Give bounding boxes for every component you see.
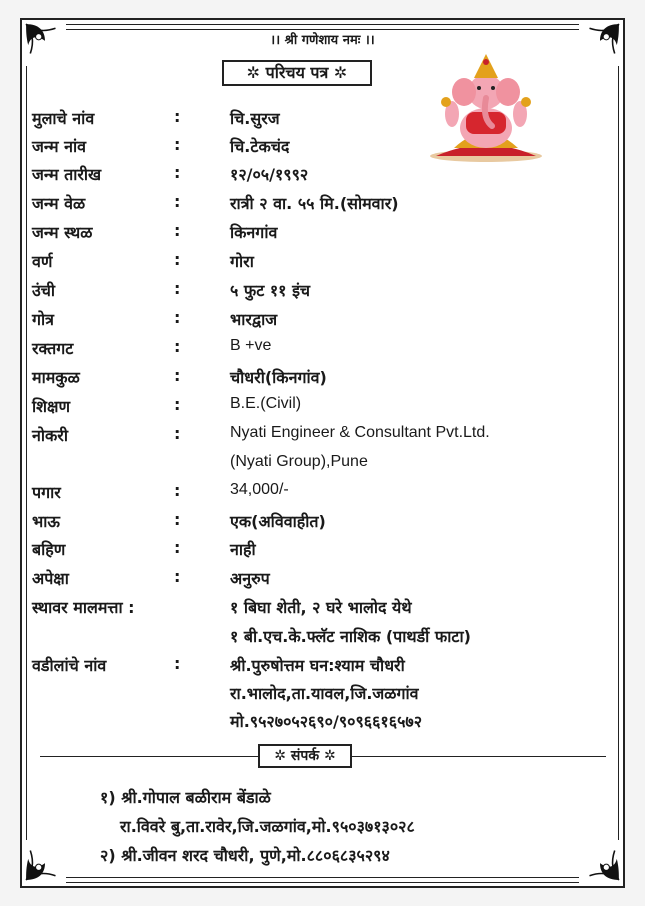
- detail-separator: :: [174, 481, 181, 500]
- page-title: ✲ परिचय पत्र ✲: [222, 60, 372, 86]
- detail-label: मुलाचे नांव: [32, 109, 95, 128]
- detail-separator: :: [174, 250, 181, 269]
- bottom-rule: [66, 882, 579, 883]
- detail-value: B +ve: [230, 337, 272, 354]
- detail-label: नोकरी: [32, 426, 69, 445]
- detail-value: Nyati Engineer & Consultant Pvt.Ltd.: [230, 424, 490, 441]
- detail-label: जन्म तारीख: [32, 165, 102, 184]
- invocation: ।। श्री गणेशाय नमः ।।: [270, 33, 375, 48]
- detail-value: किनगांव: [230, 223, 278, 242]
- detail-separator: :: [174, 567, 181, 586]
- detail-separator: :: [174, 510, 181, 529]
- ganesha-icon: [426, 48, 546, 164]
- detail-separator: :: [174, 337, 181, 356]
- detail-value: मो.९५२७०५२६९०/९०९६६१६५७२: [230, 712, 423, 731]
- contact-line: रा.विवरे बु,ता.रावेर,जि.जळगांव,मो.९५०३७१३०२८: [120, 817, 415, 836]
- detail-value: चौधरी(किनगांव): [230, 368, 327, 387]
- detail-label: शिक्षण: [32, 397, 71, 416]
- detail-label: पगार: [32, 483, 61, 502]
- detail-label: वर्ण: [32, 252, 53, 271]
- corner-ornament-icon: [579, 840, 621, 882]
- detail-separator: :: [174, 395, 181, 414]
- detail-value: भारद्वाज: [230, 310, 278, 329]
- detail-label: जन्म स्थळ: [32, 223, 93, 242]
- detail-label: गोत्र: [32, 310, 54, 329]
- detail-separator: :: [174, 424, 181, 443]
- detail-value: B.E.(Civil): [230, 395, 302, 412]
- detail-value: श्री.पुरुषोत्तम घन:श्याम चौधरी: [230, 656, 405, 675]
- detail-label: बहिण: [32, 540, 66, 559]
- detail-value: १ बिघा शेती, २ घरे भालोद येथे: [230, 598, 412, 617]
- detail-value: चि.सुरज: [230, 109, 280, 128]
- contact-divider-right: [352, 756, 606, 757]
- detail-separator: :: [174, 135, 181, 154]
- contact-line: १) श्री.गोपाल बळीराम बेंडाळे: [100, 788, 271, 807]
- detail-value: 34,000/-: [230, 481, 289, 498]
- right-rule: [618, 66, 619, 840]
- detail-label: वडीलांचे नांव: [32, 656, 107, 675]
- detail-value: १ बी.एच.के.फ्लॅट नाशिक (पाथर्डी फाटा): [230, 627, 471, 646]
- detail-value: नाही: [230, 540, 256, 559]
- detail-value: एक(अविवाहीत): [230, 512, 326, 531]
- detail-value: अनुरुप: [230, 569, 270, 588]
- detail-label: जन्म नांव: [32, 137, 87, 156]
- contact-line: २) श्री.जीवन शरद चौधरी, पुणे,मो.८८०६८३५२९४: [100, 846, 390, 865]
- detail-label: जन्म वेळ: [32, 194, 86, 213]
- top-rule: [66, 24, 579, 25]
- detail-separator: :: [174, 192, 181, 211]
- detail-separator: :: [174, 366, 181, 385]
- detail-label: उंची: [32, 281, 56, 300]
- detail-value: गोरा: [230, 252, 254, 271]
- detail-value: १२/०५/१९९२: [230, 165, 309, 184]
- detail-separator: :: [174, 654, 181, 673]
- detail-separator: :: [174, 538, 181, 557]
- detail-value: (Nyati Group),Pune: [230, 453, 368, 470]
- detail-separator: :: [174, 221, 181, 240]
- bottom-rule-2: [66, 877, 579, 878]
- left-rule: [26, 66, 27, 840]
- detail-label: मामकुळ: [32, 368, 80, 387]
- detail-label: रक्तगट: [32, 339, 74, 358]
- detail-separator: :: [174, 107, 181, 126]
- contact-title: ✲ संपर्क ✲: [258, 744, 352, 768]
- detail-value: रात्री २ वा. ५५ मि.(सोमवार): [230, 194, 399, 213]
- detail-separator: :: [174, 308, 181, 327]
- detail-label: अपेक्षा: [32, 569, 69, 588]
- detail-separator: :: [174, 279, 181, 298]
- detail-separator: :: [174, 163, 181, 182]
- corner-ornament-icon: [24, 840, 66, 882]
- detail-value: रा.भालोद,ता.यावल,जि.जळगांव: [230, 684, 419, 703]
- detail-label: भाऊ: [32, 512, 60, 531]
- detail-value: चि.टेकचंद: [230, 137, 290, 156]
- detail-value: ५ फुट ११ इंच: [230, 281, 311, 300]
- contact-divider-left: [40, 756, 258, 757]
- detail-label: स्थावर मालमत्ता :: [32, 598, 135, 617]
